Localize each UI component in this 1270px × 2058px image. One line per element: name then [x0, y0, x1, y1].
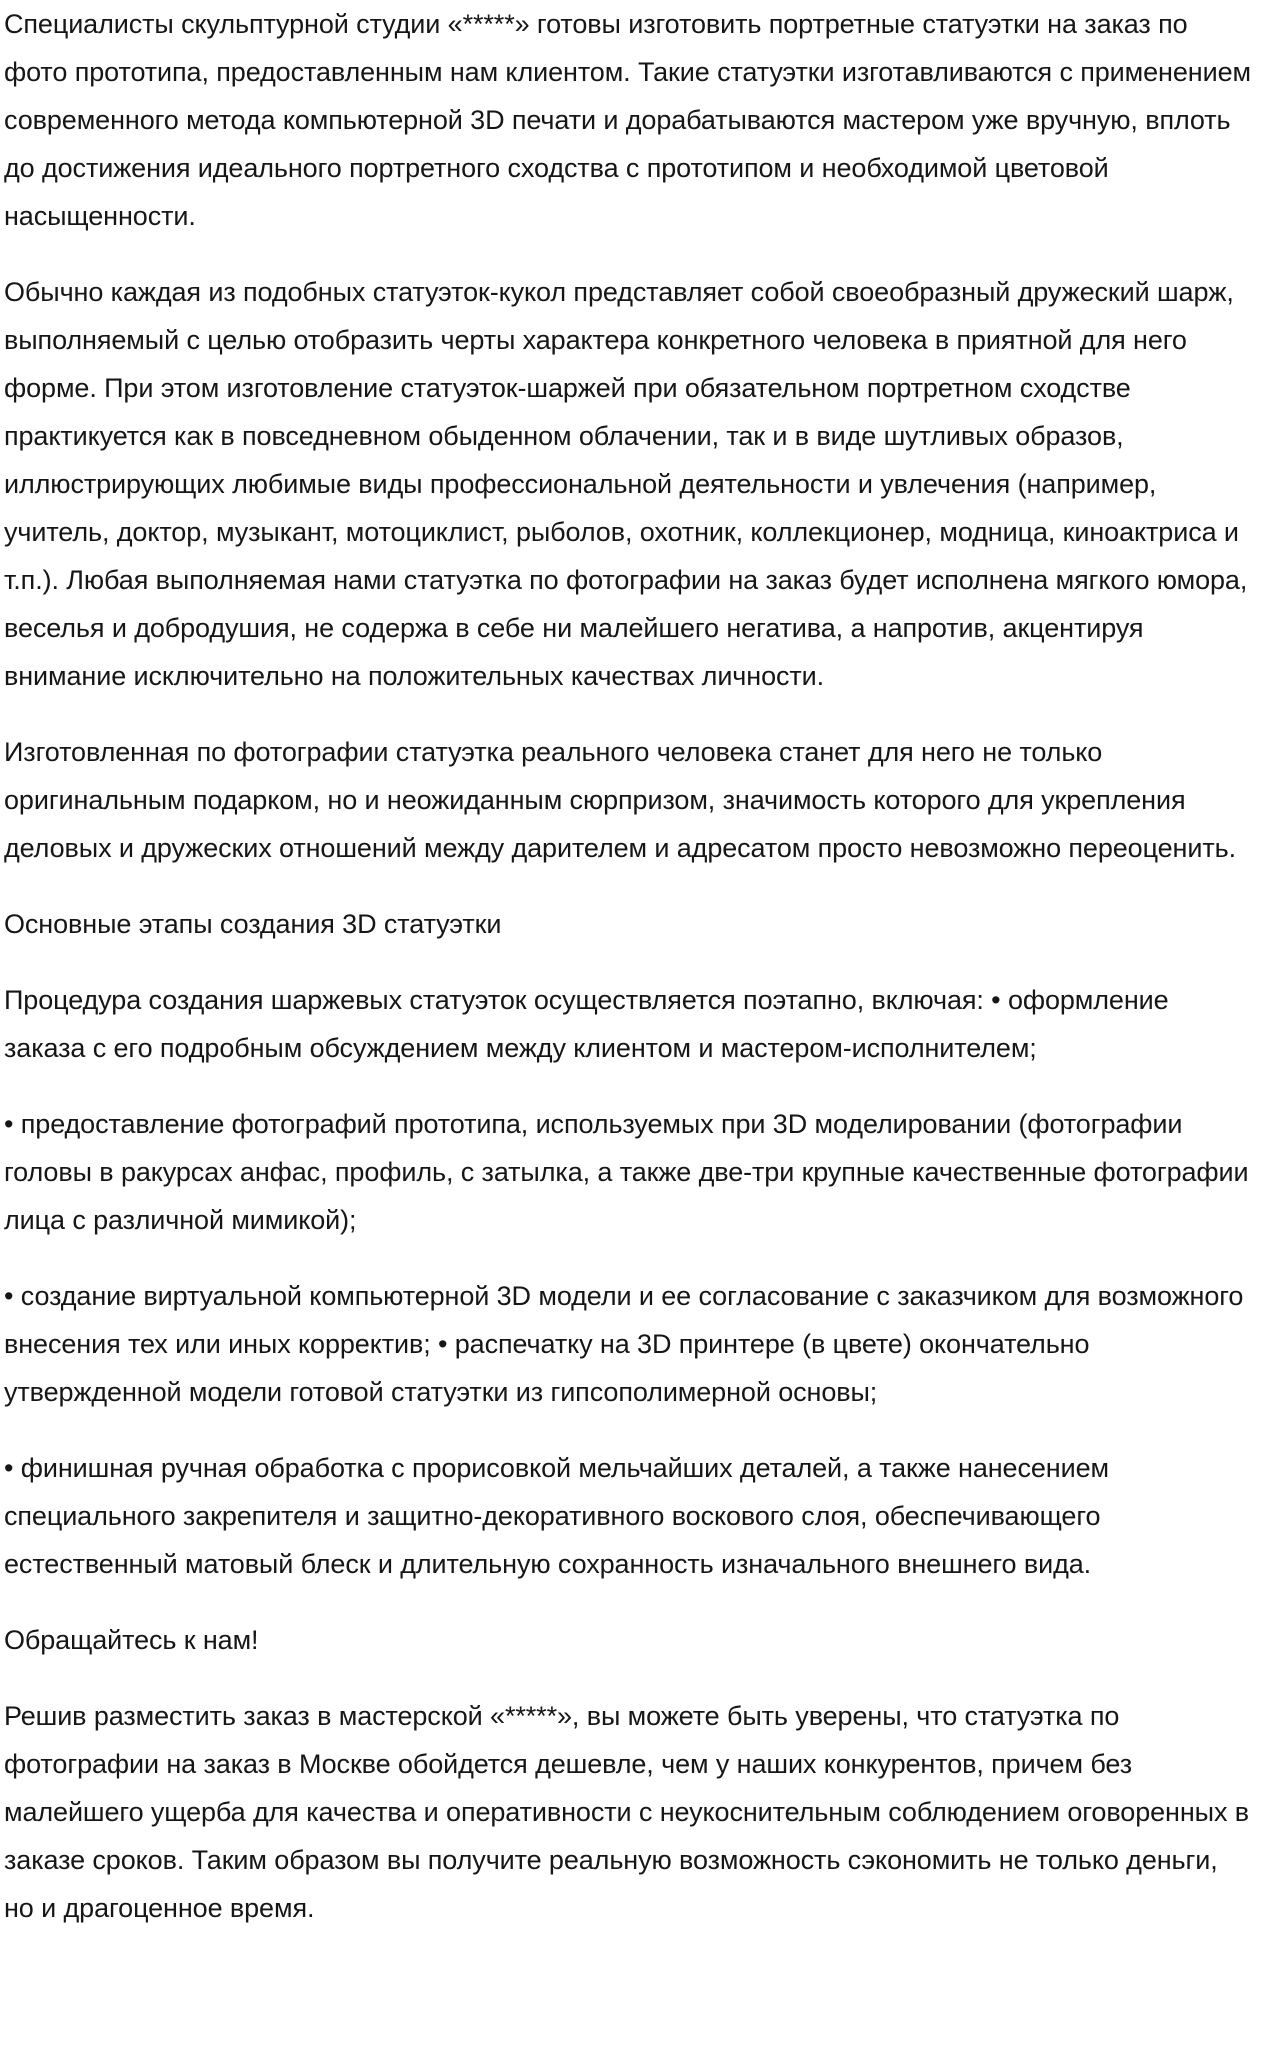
paragraph-process-step-finishing: • финишная ручная обработка с прорисовкой мельчайших деталей, а также нанесением специального закрепителя и защитно-декоративного воскового слоя, обеспечивающего естественный матовый блеск и длительную сохранность изначального внешнего вида. — [4, 1453, 1109, 1579]
paragraph-intro: Специалисты скульптурной студии «*****» готовы изготовить портретные статуэтки на заказ по фото прототипа, предоставленным нам клиентом. Такие статуэтки изготавливаются с применением современного метода компьютерной 3D печати и дорабатываются мастером уже вручную, вплоть до достижения идеального портретного сходства с прототипом и необходимой цветовой насыщенности. — [4, 9, 1251, 231]
paragraph-caricature-description: Обычно каждая из подобных статуэток-кукол представляет собой своеобразный дружеский шарж, выполняемый с целью отобразить черты характера конкретного человека в приятной для него форме. При этом изготовление статуэток-шаржей при обязательном портретном сходстве практикуется как в повседневном обыденном облачении, так и в виде шутливых образов, иллюстрирующих любимые виды профессиональной деятельности и увлечения (например, учитель, доктор, музыкант, мотоциклист, рыболов, охотник, коллекционер, модница, киноактриса и т.п.). Любая выполняемая нами статуэтка по фотографии на заказ будет исполнена мягкого юмора, веселья и добродушия, не содержа в себе ни малейшего негатива, а напротив, акцентируя внимание исключительно на положительных качествах личности. — [4, 277, 1248, 691]
paragraph-process-step-photos: • предоставление фотографий прототипа, используемых при 3D моделировании (фотографии головы в ракурсах анфас, профиль, с затылка, а также две-три крупные качественные фотографии лица с различной мимикой); — [4, 1109, 1249, 1235]
paragraph-process-step-model-print: • создание виртуальной компьютерной 3D модели и ее согласование с заказчиком для возможного внесения тех или иных корректив; • распечатку на 3D принтере (в цвете) окончательно утвержденной модели готовой статуэтки из гипсополимерной основы; — [4, 1281, 1244, 1407]
call-to-action: Обращайтесь к нам! — [4, 1625, 259, 1655]
paragraph-closing-offer: Решив разместить заказ в мастерской «*****», вы можете быть уверены, что статуэтка по фотографии на заказ в Москве обойдется дешевле, чем у наших конкурентов, причем без малейшего ущерба для качества и оперативности с неукоснительным соблюдением оговоренных в заказе сроков. Таким образом вы получите реальную возможность сэкономить не только деньги, но и драгоценное время. — [4, 1701, 1250, 1923]
paragraph-gift-value: Изготовленная по фотографии статуэтка реального человека станет для него не только оригинальным подарком, но и неожиданным сюрпризом, значимость которого для укрепления деловых и дружеских отношений между дарителем и адресатом просто невозможно переоценить. — [4, 737, 1236, 863]
section-heading-stages: Основные этапы создания 3D статуэтки — [4, 909, 502, 939]
paragraph-process-step-order: Процедура создания шаржевых статуэток осуществляется поэтапно, включая: • оформление заказа с его подробным обсуждением между клиентом и мастером-исполнителем; — [4, 985, 1169, 1063]
